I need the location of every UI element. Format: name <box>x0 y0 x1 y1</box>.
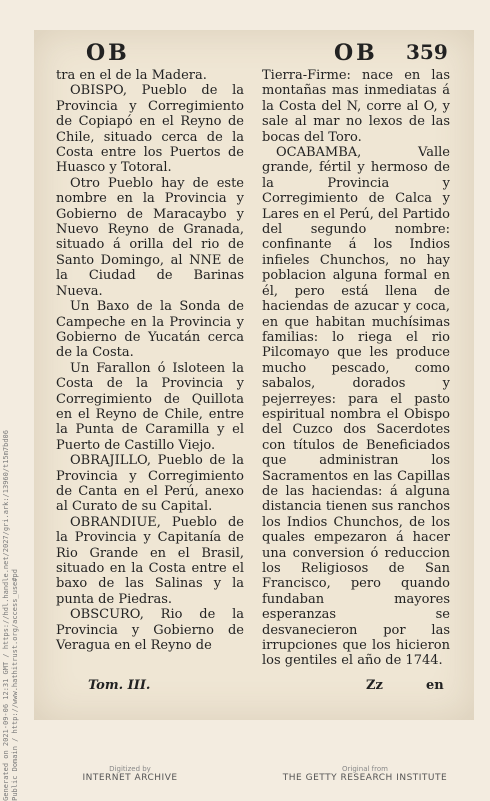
left-paragraph: OBISPO, Pueblo de la Provincia y Corregimiento de Copiapó en el Reyno de Chile, situado cerca de la Costa entre los Puertos de Huasco y Totoral. <box>56 83 244 176</box>
left-paragraph: OBRAJILLO, Pueblo de la Provincia y Corregimiento de Canta en el Perú, anexo al Curato de su Capital. <box>56 453 244 515</box>
left-paragraph: tra en el de la Madera. <box>56 68 207 83</box>
left-paragraph: Un Baxo de la Sonda de Campeche en la Provincia y Gobierno de Yucatán cerca de la Costa. <box>56 299 244 361</box>
header-left-letters: OB <box>86 40 130 66</box>
left-column <box>56 68 244 653</box>
stamp-line-generated: Generated on 2021-09-06 12:31 GMT / https://hdl.handle.net/2027/gri.ark:/13960/t15m7bd06 <box>2 430 10 801</box>
left-paragraph: Otro Pueblo hay de este nombre en la Provincia y Gobierno de Maracaybo y Nuevo Reyno de Granada, situado á orilla del rio de Santo Domingo, al NNE de la Ciudad de Barinas Nueva. <box>56 175 244 299</box>
right-paragraph: Tierra-Firme: nace en las montañas mas inmediatas á la Costa del N, corre al O, y sale al mar no lexos de las bocas del Toro. <box>262 68 450 145</box>
signature-mark: Zz <box>366 678 383 693</box>
page-number: 359 <box>406 40 448 64</box>
credit-right-name: THE GETTY RESEARCH INSTITUTE <box>282 773 448 783</box>
credit-left-name: INTERNET ARCHIVE <box>82 773 178 783</box>
stamp-line-public-domain: Public Domain / http://www.hathitrust.org/access_use#pd <box>11 569 19 801</box>
left-paragraph: OBRANDIUE, Pueblo de la Provincia y Capitanía de Rio Grande en el Brasil, situado en la Costa entre el baxo de las Salinas y la punta de Piedras. <box>56 514 244 607</box>
book-page <box>34 30 474 720</box>
page-footer <box>34 678 474 698</box>
running-header <box>34 40 474 66</box>
left-paragraph: Un Farallon ó Isloteen la Costa de la Provincia y Corregimiento de Quillota en el Reyno de Chile, entre la Punta de Caramilla y el Puerto de Castillo Viejo. <box>56 360 244 453</box>
digitization-credits <box>0 765 490 800</box>
right-paragraph: OCABAMBA, Valle grande, fértil y hermoso de la Provincia y Corregimiento de Calca y Lares en el Perú, del Partido del segundo nombre: confinante á los Indios infieles Chunchos, no hay poblacion alguna formal en él, pero está llena de haciendas de azucar y coca, en que habitan muchísimas familias: lo riega el rio Pilcomayo que les produce mucho pescado, como sabalos, dorados y pejerreyes: para el pasto espiritual nombra el Obispo del Cuzco dos Sacerdotes con títulos de Beneficiados que administran los Sacramentos en las Capillas de las haciendas: á alguna distancia tienen sus ranchos los Indios Chunchos, de los quales empezaron á hacer una conversion ó reduccion los Religiosos de San Francisco, pero quando fundaban mayores esperanzas se desvanecieron por las irrupciones que los hicieron los gentiles el año de 1744. <box>262 145 450 669</box>
left-paragraph: OBSCURO, Rio de la Provincia y Gobierno de Veragua en el Reyno de <box>56 607 244 654</box>
right-column <box>262 68 450 669</box>
catchword: en <box>426 678 444 693</box>
internet-archive-credit <box>30 765 230 783</box>
credit-right-caption: Original from <box>342 765 388 773</box>
credit-left-caption: Digitized by <box>109 765 151 773</box>
getty-credit <box>265 765 465 783</box>
hathitrust-stamp <box>2 430 20 801</box>
header-right-letters: OB <box>334 40 378 66</box>
volume-signature: Tom. III. <box>88 678 151 693</box>
